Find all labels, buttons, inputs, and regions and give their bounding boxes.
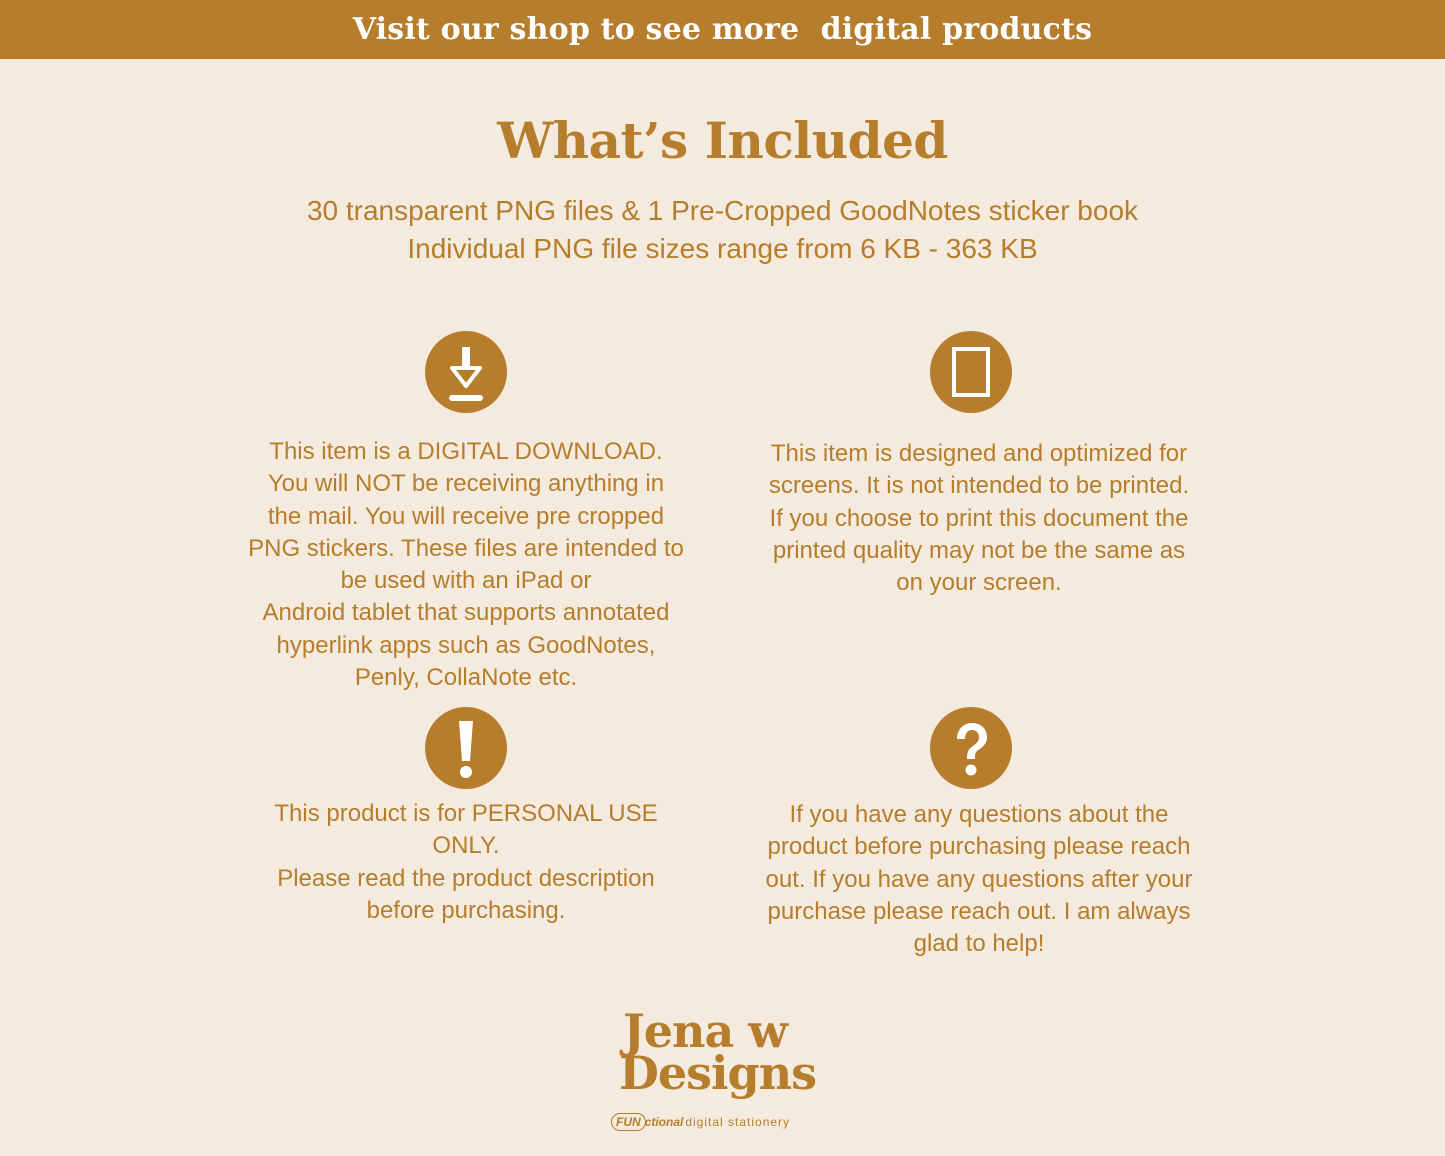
- download-line-3: the mail. You will receive pre cropped: [267, 502, 665, 530]
- banner-text[interactable]: Visit our shop to see more digital products: [352, 12, 1093, 47]
- screen-line-1: This item is designed and optimized for: [770, 440, 1188, 467]
- exclamation-icon: [425, 707, 507, 789]
- questions-line-4: purchase please reach out. I am always: [767, 897, 1191, 925]
- questions-line-3: out. If you have any questions after your: [765, 865, 1193, 893]
- personal-line-1: This product is for PERSONAL USE: [274, 800, 658, 827]
- subtitle-files: 30 transparent PNG files & 1 Pre-Cropped GoodNotes sticker book: [306, 195, 1139, 226]
- tagline-ctional: ctional: [644, 1115, 684, 1129]
- personal-line-4: before purchasing.: [366, 896, 566, 924]
- questions-line-5: glad to help!: [913, 930, 1045, 958]
- download-icon: [425, 331, 507, 413]
- screen-optimized-info: [739, 438, 1219, 599]
- tagline-rest: digital stationery: [685, 1115, 791, 1129]
- download-line-1: This item is a DIGITAL DOWNLOAD.: [269, 438, 663, 465]
- tagline-fun: FUN: [611, 1113, 646, 1131]
- page-title: What’s Included: [497, 111, 948, 170]
- brand-logo[interactable]: [603, 1006, 843, 1134]
- screen-line-2: screens. It is not intended to be printed.: [768, 472, 1190, 500]
- download-line-5: be used with an iPad or: [340, 567, 592, 595]
- download-line-8: Penly, CollaNote etc.: [354, 664, 578, 692]
- questions-info: [739, 799, 1219, 960]
- download-line-6: Android tablet that supports annotated: [262, 599, 670, 627]
- screen-line-4: printed quality may not be the same as: [772, 536, 1186, 564]
- screen-line-3: If you choose to print this document the: [769, 504, 1189, 532]
- brand-tagline: [611, 1111, 790, 1133]
- download-line-4: PNG stickers. These files are intended to: [248, 534, 684, 562]
- questions-line-1: If you have any questions about the: [789, 801, 1169, 828]
- question-icon: [930, 707, 1012, 789]
- shop-banner[interactable]: [0, 0, 1445, 59]
- screen-line-5: on your screen.: [896, 569, 1062, 597]
- personal-line-3: Please read the product description: [277, 864, 655, 892]
- personal-line-2: ONLY.: [432, 832, 500, 860]
- personal-use-info: [226, 798, 706, 927]
- tablet-icon: [930, 331, 1012, 413]
- subtitle-sizes: Individual PNG file sizes range from 6 KB - 363 KB: [407, 233, 1038, 264]
- download-line-2: You will NOT be receiving anything in: [267, 470, 665, 498]
- logo-designs: Designs: [619, 1046, 817, 1100]
- logo-name: Jena w: [623, 1004, 787, 1058]
- questions-line-2: product before purchasing please reach: [767, 833, 1191, 861]
- digital-download-info: [226, 436, 706, 694]
- download-line-7: hyperlink apps such as GoodNotes,: [276, 631, 656, 659]
